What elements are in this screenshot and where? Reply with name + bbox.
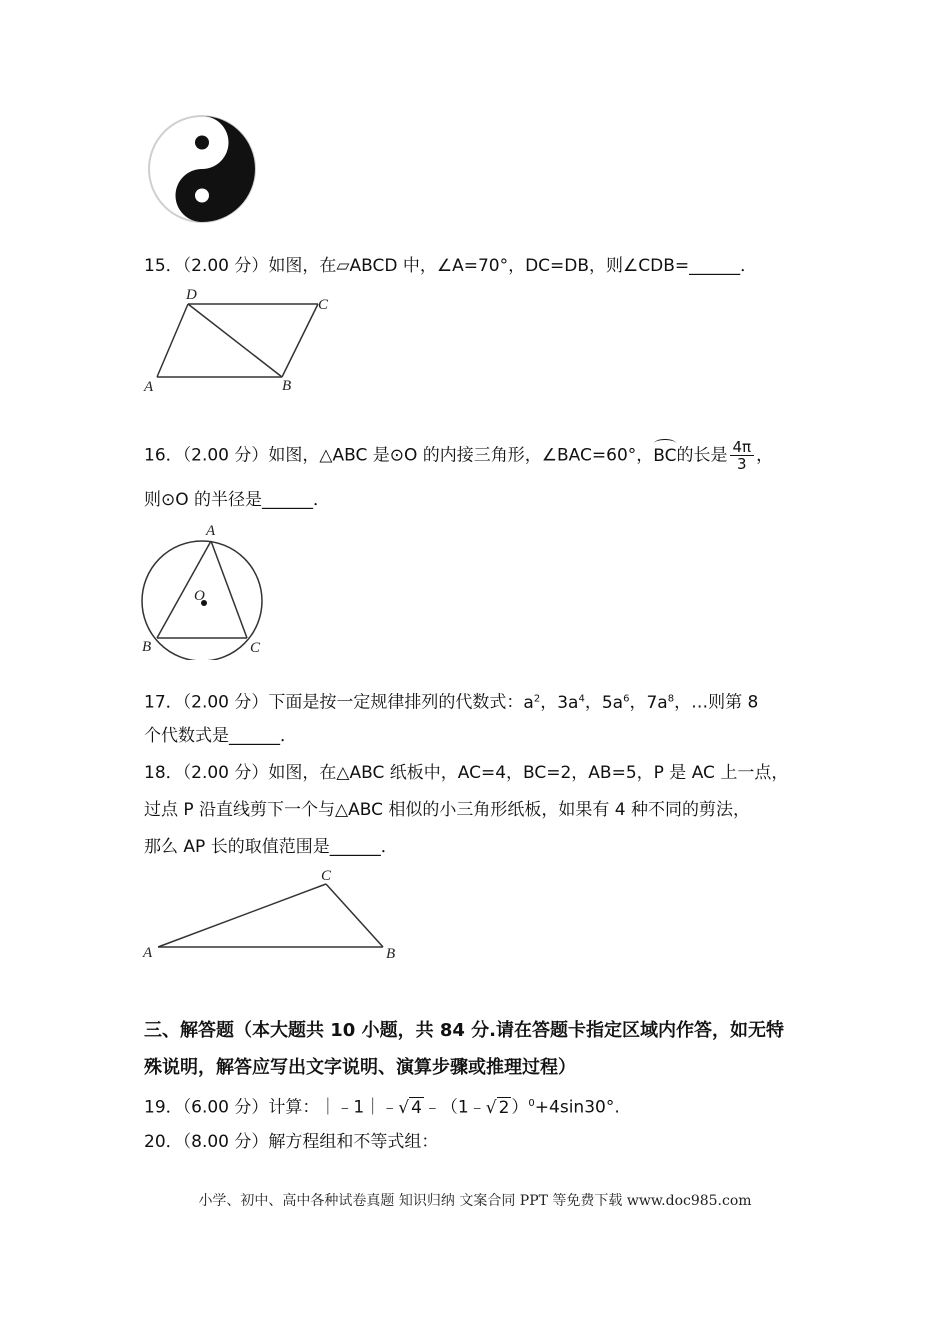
q15-score: （2.00 分） — [182, 256, 269, 276]
q16-frac-den: 3 — [737, 455, 747, 473]
question-18-line3: 那么 AP 长的取值范围是______． — [144, 837, 398, 857]
q15-label-D: D — [186, 287, 197, 303]
q20-score: （8.00 分） — [182, 1132, 269, 1152]
q20-number: 20． — [144, 1132, 183, 1152]
q16-fraction — [730, 439, 755, 472]
q19-sqrt-2: √ 2 — [485, 1097, 510, 1118]
question-16-line2: 则⊙O 的半径是______． — [144, 490, 331, 510]
q19-score: （6.00 分） — [182, 1097, 269, 1118]
q19-exponent-zero: 0 — [528, 1098, 535, 1109]
section-3-heading: 三、解答题（本大题共 10 小题，共 84 分.请在答题卡指定区域内作答，如无特 — [144, 1020, 784, 1041]
q18-score: （2.00 分） — [182, 763, 269, 783]
q18-label-C: C — [321, 868, 332, 884]
q16-frac-num: 4π — [730, 439, 755, 456]
q15-label-C: C — [318, 297, 329, 313]
q18-triangle-figure — [140, 864, 410, 964]
q15-label-A: A — [144, 379, 154, 395]
q16-text-1: 如图，△ABC 是⊙O 的内接三角形，∠BAC=60°， — [268, 445, 654, 466]
q16-label-O: O — [194, 588, 205, 604]
q18-label-B: B — [386, 946, 396, 962]
q17-term-2: $3a^4$ — [557, 692, 585, 713]
q16-label-B: B — [142, 639, 152, 655]
q15-label-B: B — [282, 378, 292, 394]
question-17-line2: 个代数式是______． — [144, 726, 297, 746]
q15-text: 如图，在▱ABCD 中，∠A=70°，DC=DB，则∠CDB=______． — [268, 256, 758, 276]
q17-text-pre: 下面是按一定规律排列的代数式： — [268, 692, 524, 713]
question-20 — [144, 1130, 438, 1154]
question-17: 17．（2.00 分）下面是按一定规律排列的代数式：$a^2$，$3a^4$，$5a^6$，$7a^8$，…则第 8 — [144, 692, 759, 713]
question-18-line2: 过点 P 沿直线剪下一个与△ABC 相似的小三角形纸板，如果有 4 种不同的剪法， — [144, 800, 751, 820]
q16-label-A: A — [206, 523, 216, 539]
question-15 — [144, 254, 757, 278]
q17-term-1: $a^2$ — [523, 692, 541, 713]
q19-tail: +4sin30°. — [534, 1097, 620, 1118]
q19-sqrt-4: √ 4 — [398, 1097, 422, 1118]
q17-score: （2.00 分） — [182, 692, 269, 713]
q20-text: 解方程组和不等式组： — [268, 1132, 439, 1152]
question-16 — [144, 439, 773, 472]
q19-number: 19． — [144, 1097, 183, 1118]
q16-arc-bc: BC — [653, 445, 677, 466]
q16-text-3: ， — [756, 445, 774, 466]
q15-parallelogram-figure — [140, 284, 340, 396]
q17-term-4: $7a^8$ — [646, 692, 675, 713]
q19-text-pre: 计算： — [268, 1097, 320, 1118]
q16-circle-figure — [138, 520, 272, 660]
q17-number: 17． — [144, 692, 183, 713]
q18-label-A: A — [143, 945, 153, 961]
q16-score: （2.00 分） — [182, 445, 269, 466]
q16-label-C: C — [250, 640, 261, 656]
q18-line1: 如图，在△ABC 纸板中，AC=4，BC=2，AB=5，P 是 AC 上一点， — [268, 763, 789, 783]
q19-abs: ｜﹣1｜ — [319, 1097, 382, 1118]
q16-text-2: 的长是 — [676, 445, 728, 466]
section-3-heading-line2: 殊说明，解答应写出文字说明、演算步骤或推理过程） — [144, 1057, 576, 1078]
question-19: 19．（6.00 分）计算：｜﹣1｜﹣√ 4 ﹣（1﹣√ 2 ）$^0$+4sin30°. — [144, 1097, 620, 1118]
q15-number: 15． — [144, 256, 183, 276]
q17-text-post: ，…则第 8 — [674, 692, 759, 713]
page-footer: 小学、初中、高中各种试卷真题 知识归纳 文案合同 PPT 等免费下载 www.doc985.com — [198, 1193, 752, 1209]
q18-number: 18． — [144, 763, 183, 783]
yin-yang-figure — [146, 113, 258, 225]
q16-number: 16． — [144, 445, 183, 466]
question-18 — [144, 761, 788, 785]
q17-term-3: $5a^6$ — [601, 692, 630, 713]
